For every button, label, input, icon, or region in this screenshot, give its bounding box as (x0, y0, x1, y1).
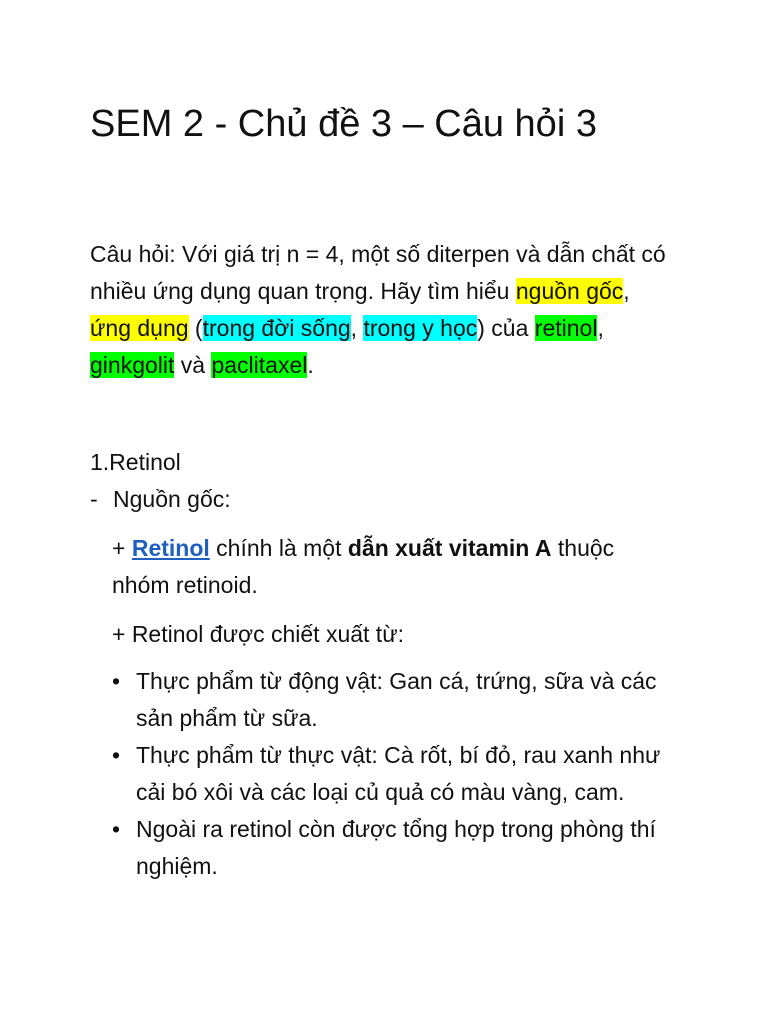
page-title: SEM 2 - Chủ đề 3 – Câu hỏi 3 (90, 103, 597, 145)
question-separator: , (350, 315, 364, 341)
origin-label: Nguồn gốc: (113, 486, 231, 512)
bullet-icon: • (112, 668, 121, 694)
bullet-item (112, 663, 692, 737)
definition-text: chính là một (209, 535, 348, 561)
retinol-link[interactable]: Retinol (131, 535, 210, 561)
highlight-applications: ứng dụng (90, 315, 189, 341)
highlight-origin: nguồn gốc (515, 278, 624, 304)
definition-bold: dẫn xuất vitamin A (347, 535, 552, 561)
origin-list-item (90, 481, 231, 518)
bullet-text: Thực phẩm từ động vật: Gan cá, trứng, sữa và các sản phẩm từ sữa. (136, 668, 657, 731)
highlight-daily-life: trong đời sống (202, 315, 351, 341)
question-of: của (484, 315, 535, 341)
bullet-item (112, 811, 692, 885)
bullet-icon: • (112, 816, 121, 842)
question-open-paren: ( (188, 315, 203, 341)
bullet-item (112, 737, 692, 811)
question-and: và (174, 352, 212, 378)
source-bullet-list (112, 663, 692, 885)
bullet-text: Thực phẩm từ thực vật: Cà rốt, bí đỏ, rau xanh như cải bó xôi và các loại củ quả có màu vàng, cam. (136, 742, 661, 805)
extraction-intro: + Retinol được chiết xuất từ: (112, 621, 404, 647)
question-end: . (307, 352, 314, 378)
retinol-definition (112, 530, 672, 604)
bullet-text: Ngoài ra retinol còn được tổng hợp trong phòng thí nghiệm. (136, 816, 656, 879)
highlight-retinol: retinol (534, 315, 598, 341)
highlight-medicine: trong y học (363, 315, 478, 341)
bullet-icon: • (112, 742, 121, 768)
question-close-paren: ) (477, 315, 485, 341)
question-separator: , (597, 315, 604, 341)
question-separator: , (623, 278, 630, 304)
definition-end: thuộc nhóm retinoid. (112, 535, 615, 598)
question-paragraph (90, 236, 670, 384)
highlight-ginkgolit: ginkgolit (90, 352, 175, 378)
dash-marker: - (90, 486, 98, 512)
question-text: Câu hỏi: Với giá trị n = 4, một số diterpen và dẫn chất có nhiều ứng dụng quan trọng. Hãy tìm hiểu (90, 241, 666, 304)
section-heading: 1.Retinol (90, 449, 181, 475)
highlight-paclitaxel: paclitaxel (211, 352, 308, 378)
plus-marker: + (112, 535, 132, 561)
